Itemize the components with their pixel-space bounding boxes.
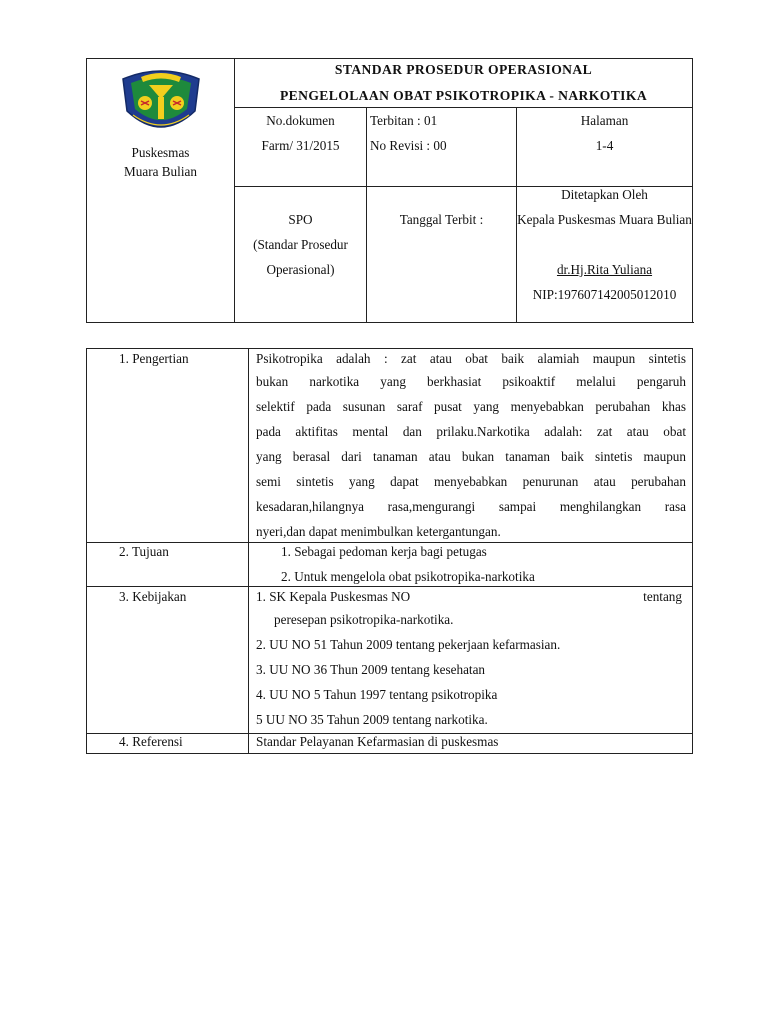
pengertian-line: pada aktifitas mental dan prilaku.Narkotika adalah: zat atau obat bbox=[256, 424, 686, 439]
title-cell bbox=[235, 59, 693, 108]
tujuan-label: 2. Tujuan bbox=[119, 544, 169, 559]
halaman-value: 1-4 bbox=[595, 138, 614, 153]
spo-line3: Operasional) bbox=[266, 262, 335, 277]
kebijakan-item: 2. UU NO 51 Tahun 2009 tentang pekerjaan kefarmasian. bbox=[256, 637, 561, 652]
referensi-text-cell bbox=[249, 734, 693, 754]
org-cell bbox=[87, 59, 235, 323]
document-title-line2: PENGELOLAAN OBAT PSIKOTROPIKA - NARKOTIKA bbox=[279, 88, 648, 103]
no-revisi-text: No Revisi : 00 bbox=[370, 138, 447, 153]
procedure-table bbox=[86, 348, 693, 754]
kebijakan-item-1-continuation: peresepan psikotropika-narkotika. bbox=[274, 612, 454, 627]
tanggal-terbit-cell bbox=[367, 187, 517, 323]
pengertian-line: bukan narkotika yang berkhasiat psikoaktif melalui pengaruh bbox=[256, 374, 686, 389]
pengertian-line: semi sintetis yang dapat menyebabkan penurunan atau perubahan bbox=[256, 474, 686, 489]
puskesmas-shield-emblem-icon bbox=[119, 65, 203, 135]
kebijakan-item: 4. UU NO 5 Tahun 1997 tentang psikotropika bbox=[256, 687, 498, 702]
no-dokumen-cell bbox=[235, 108, 367, 187]
referensi-value: Standar Pelayanan Kefarmasian di puskesmas bbox=[256, 734, 499, 749]
tujuan-label-cell bbox=[87, 543, 249, 587]
kepala-text: Kepala Puskesmas Muara Bulian bbox=[517, 212, 692, 227]
header-table bbox=[86, 58, 693, 323]
kebijakan-label: 3. Kebijakan bbox=[119, 589, 187, 604]
pengertian-line: Psikotropika adalah : zat atau obat baik alamiah maupun sintetis bbox=[256, 351, 686, 366]
ditetapkan-text: Ditetapkan Oleh bbox=[561, 187, 648, 202]
pengertian-line: yang berasal dari tanaman atau bukan tanaman baik sintetis maupun bbox=[256, 449, 686, 464]
pengertian-label-cell bbox=[87, 349, 249, 543]
signatory-name: dr.Hj.Rita Yuliana bbox=[556, 262, 653, 277]
terbitan-cell bbox=[367, 108, 517, 187]
referensi-label-cell bbox=[87, 734, 249, 754]
no-dokumen-label: No.dokumen bbox=[266, 113, 335, 128]
tujuan-item: 2. Untuk mengelola obat psikotropika-narkotika bbox=[281, 569, 535, 584]
nip-text: NIP:197607142005012010 bbox=[532, 287, 677, 302]
kebijakan-item-1-tentang: tentang bbox=[643, 589, 682, 604]
kebijakan-item-1-text: 1. SK Kepala Puskesmas NO bbox=[256, 589, 411, 604]
tanggal-terbit-label: Tanggal Terbit : bbox=[399, 212, 484, 227]
no-dokumen-value: Farm/ 31/2015 bbox=[261, 138, 340, 153]
pengertian-label: 1. Pengertian bbox=[119, 351, 189, 366]
org-name-line2: Muara Bulian bbox=[124, 164, 197, 179]
kebijakan-item: 3. UU NO 36 Thun 2009 tentang kesehatan bbox=[256, 662, 486, 677]
halaman-cell bbox=[517, 108, 693, 187]
penetapan-cell bbox=[517, 187, 693, 323]
referensi-label: 4. Referensi bbox=[119, 734, 183, 749]
pengertian-line: selektif pada susunan saraf pusat yang menyebabkan perubahan khas bbox=[256, 399, 686, 414]
tujuan-item: 1. Sebagai pedoman kerja bagi petugas bbox=[281, 544, 487, 559]
tujuan-text-cell bbox=[249, 543, 693, 587]
kebijakan-text-cell bbox=[249, 587, 693, 734]
kebijakan-item-1 bbox=[256, 587, 682, 607]
halaman-label: Halaman bbox=[580, 113, 629, 128]
terbitan-text: Terbitan : 01 bbox=[370, 113, 438, 128]
org-name-line1: Puskesmas bbox=[131, 145, 190, 160]
spo-line2: (Standar Prosedur bbox=[253, 237, 348, 252]
kebijakan-label-cell bbox=[87, 587, 249, 734]
spo-cell bbox=[235, 187, 367, 323]
spo-line1: SPO bbox=[288, 212, 313, 227]
pengertian-line: nyeri,dan dapat menimbulkan ketergantungan. bbox=[256, 524, 501, 539]
pengertian-line: kesadaran,hilangnya rasa,mengurangi sampai menghilangkan rasa bbox=[256, 499, 686, 514]
pengertian-text-cell bbox=[249, 349, 693, 543]
document-title-line1: STANDAR PROSEDUR OPERASIONAL bbox=[334, 62, 593, 77]
kebijakan-item: 5 UU NO 35 Tahun 2009 tentang narkotika. bbox=[256, 712, 488, 727]
